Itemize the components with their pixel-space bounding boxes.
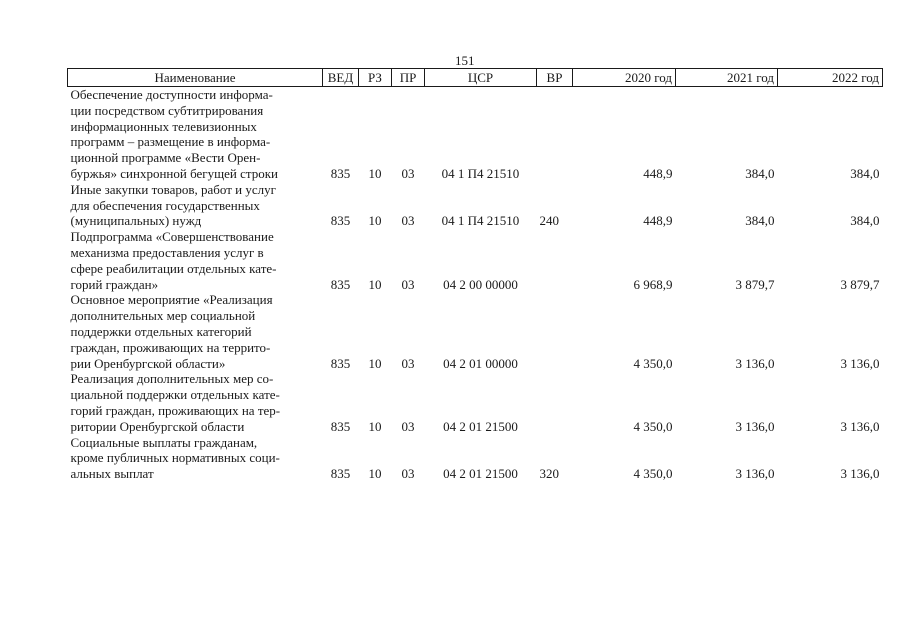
row-2020: 448,9	[643, 165, 673, 181]
row-2020: 448,9	[643, 213, 673, 229]
row-2022: 3 136,0	[840, 418, 880, 434]
header-ved: ВЕД	[323, 69, 359, 87]
row-name-line: кроме публичных нормативных соци-	[70, 450, 280, 466]
row-name-line: буржья» синхронной бегущей строки	[70, 165, 278, 181]
row-rz: 10	[368, 355, 382, 371]
row-2022: 384,0	[850, 213, 880, 229]
row-2021: 3 879,7	[735, 276, 775, 292]
row-ved: 835	[330, 213, 351, 229]
row-rz: 10	[368, 213, 382, 229]
row-name-line: ритории Оренбургской области	[70, 418, 245, 434]
row-ved: 835	[330, 165, 351, 181]
row-2022: 384,0	[850, 165, 880, 181]
row-vr	[537, 371, 573, 434]
row-2021: 384,0	[745, 213, 775, 229]
row-pr: 03	[401, 165, 415, 181]
row-2021: 384,0	[745, 165, 775, 181]
row-name-line: горий граждан»	[70, 276, 159, 292]
row-name-line: Обеспечение доступности информа-	[70, 87, 273, 102]
table-row	[68, 87, 883, 182]
row-name-line: Основное мероприятие «Реализация	[70, 292, 273, 308]
row-name-line: Подпрограмма «Совершенствование	[70, 229, 274, 245]
row-vr	[537, 292, 573, 371]
row-name-line: программ – размещение в информа-	[70, 134, 271, 150]
table-row	[68, 435, 883, 482]
row-name-line: поддержки отдельных категорий	[70, 323, 252, 339]
row-name-line: альных выплат	[70, 466, 154, 482]
row-name-line: циальной поддержки отдельных кате-	[70, 387, 280, 403]
header-csr: ЦСР	[425, 69, 537, 87]
row-pr: 03	[401, 276, 415, 292]
row-rz: 10	[368, 418, 382, 434]
row-ved: 835	[330, 418, 351, 434]
row-name-line: Социальные выплаты гражданам,	[70, 434, 258, 450]
row-name-line: рии Оренбургской области»	[70, 355, 226, 371]
header-rz: РЗ	[359, 69, 392, 87]
row-name-line: механизма предоставления услуг в	[70, 244, 264, 260]
row-csr: 04 2 01 00000	[443, 355, 518, 371]
row-name-line: Реализация дополнительных мер со-	[70, 371, 274, 387]
row-rz: 10	[368, 165, 382, 181]
row-name-line: ции посредством субтитрирования	[70, 102, 264, 118]
row-2020: 4 350,0	[633, 355, 673, 371]
table-row	[68, 292, 883, 371]
header-vr: ВР	[537, 69, 573, 87]
row-name-line: для обеспечения государственных	[70, 197, 260, 213]
row-name	[68, 229, 323, 292]
row-2020: 4 350,0	[633, 418, 673, 434]
row-name-line: (муниципальных) нужд	[70, 213, 202, 229]
row-csr: 04 1 П4 21510	[441, 213, 520, 229]
row-name-line: сфере реабилитации отдельных кате-	[70, 260, 277, 276]
row-vr	[537, 87, 573, 182]
row-2022: 3 136,0	[840, 466, 880, 482]
row-2020: 4 350,0	[633, 466, 673, 482]
header-2020: 2020 год	[573, 69, 676, 87]
row-name-line: информационных телевизионных	[70, 118, 257, 134]
row-name	[68, 292, 323, 371]
row-2021: 3 136,0	[735, 418, 775, 434]
row-name	[68, 371, 323, 434]
table-row	[68, 371, 883, 434]
row-pr: 03	[401, 213, 415, 229]
row-2021: 3 136,0	[735, 355, 775, 371]
row-csr: 04 2 00 00000	[443, 276, 518, 292]
row-pr: 03	[401, 418, 415, 434]
table-row	[68, 182, 883, 229]
row-name-line: граждан, проживающих на террито-	[70, 339, 271, 355]
row-2022: 3 879,7	[840, 276, 880, 292]
header-name: Наименование	[68, 69, 323, 87]
table-row	[68, 229, 883, 292]
table-header-row	[68, 69, 883, 87]
row-csr: 04 2 01 21500	[443, 418, 518, 434]
row-vr: 320	[539, 466, 559, 482]
row-rz: 10	[368, 276, 382, 292]
row-ved: 835	[330, 276, 351, 292]
row-pr: 03	[401, 355, 415, 371]
row-csr: 04 2 01 21500	[443, 466, 518, 482]
row-name	[68, 182, 323, 229]
row-2021: 3 136,0	[735, 466, 775, 482]
row-vr: 240	[539, 213, 559, 229]
row-2022: 3 136,0	[840, 355, 880, 371]
page-number: 151	[455, 53, 475, 68]
row-name-line: ционной программе «Вести Орен-	[70, 150, 261, 166]
row-vr	[537, 229, 573, 292]
row-ved: 835	[330, 466, 351, 482]
header-pr: ПР	[392, 69, 425, 87]
budget-table	[67, 68, 883, 482]
row-name-line: Иные закупки товаров, работ и услуг	[70, 181, 276, 197]
row-csr: 04 1 П4 21510	[441, 165, 520, 181]
row-rz: 10	[368, 466, 382, 482]
row-ved: 835	[330, 355, 351, 371]
row-pr: 03	[401, 466, 415, 482]
row-name-line: дополнительных мер социальной	[70, 308, 256, 324]
row-name	[68, 87, 323, 182]
row-name-line: горий граждан, проживающих на тер-	[70, 402, 281, 418]
row-2020: 6 968,9	[633, 276, 673, 292]
row-name	[68, 435, 323, 482]
header-2022: 2022 год	[778, 69, 883, 87]
header-2021: 2021 год	[676, 69, 778, 87]
